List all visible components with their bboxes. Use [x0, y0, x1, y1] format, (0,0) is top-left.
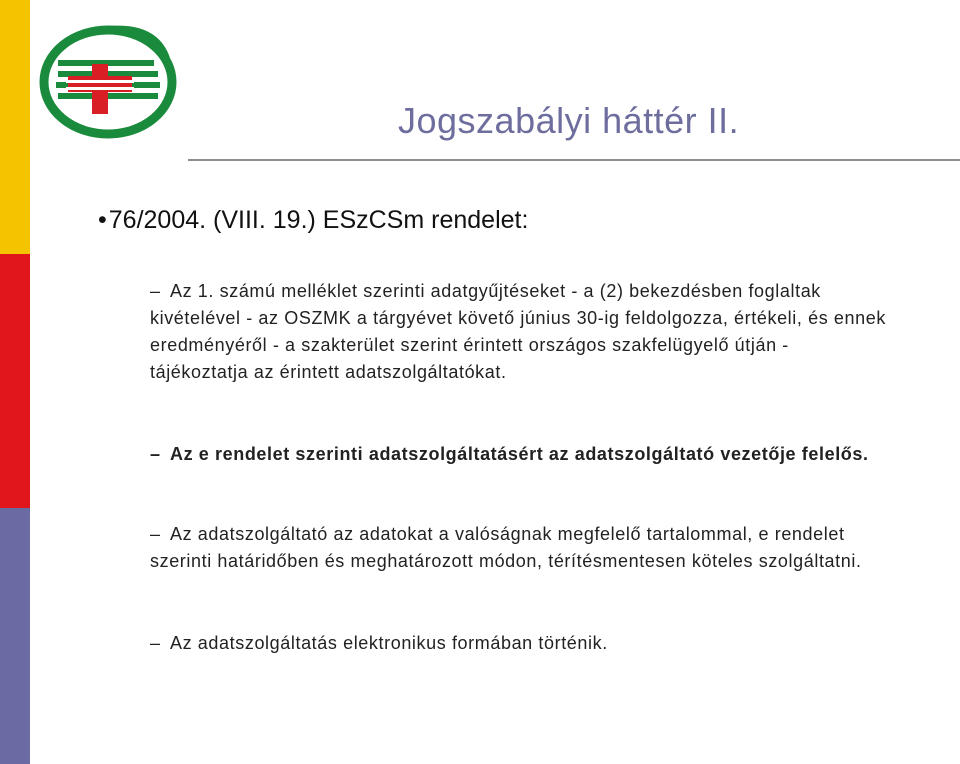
list-item: [150, 278, 890, 386]
list-item: [150, 441, 890, 468]
regulation-heading: 76/2004. (VIII. 19.) ESzCSm rendelet:: [108, 206, 529, 234]
list-item-text: Az 1. számú melléklet szerinti adatgyűjtéseket - a (2) bekezdésben foglaltak kivételével - az OSZMK a tárgyévet követő június 30-ig feldolgozza, értékeli, és ennek eredményéről - a szakterület szerint érintett országos szakfelügyelő útján - tájékoztatja az érintett adatszolgáltatókat.: [150, 281, 886, 382]
list-item-text: Az adatszolgáltatás elektronikus formában történik.: [170, 633, 608, 653]
main-bullet: [98, 206, 528, 235]
dash-marker: –: [150, 281, 161, 301]
list-item-text: Az adatszolgáltató az adatokat a valóságnak megfelelő tartalommal, e rendelet szerinti határidőben és meghatározott módon, térítésmentesen köteles szolgáltatni.: [150, 524, 862, 571]
slide-title: Jogszabályi háttér II.: [398, 100, 740, 141]
dash-marker: –: [150, 633, 161, 653]
bullet-dot: •: [98, 206, 107, 234]
dash-marker: –: [150, 524, 161, 544]
title-divider: [188, 159, 960, 161]
dash-marker: –: [150, 444, 161, 464]
list-item: [150, 521, 890, 575]
left-stripe-yellow: [0, 0, 30, 254]
list-item: [150, 630, 890, 657]
left-stripe-purple: [0, 508, 30, 764]
left-stripe-red: [0, 254, 30, 508]
organization-logo-icon: [38, 18, 180, 140]
list-item-text: Az e rendelet szerinti adatszolgáltatásért az adatszolgáltató vezetője felelős.: [170, 444, 869, 464]
